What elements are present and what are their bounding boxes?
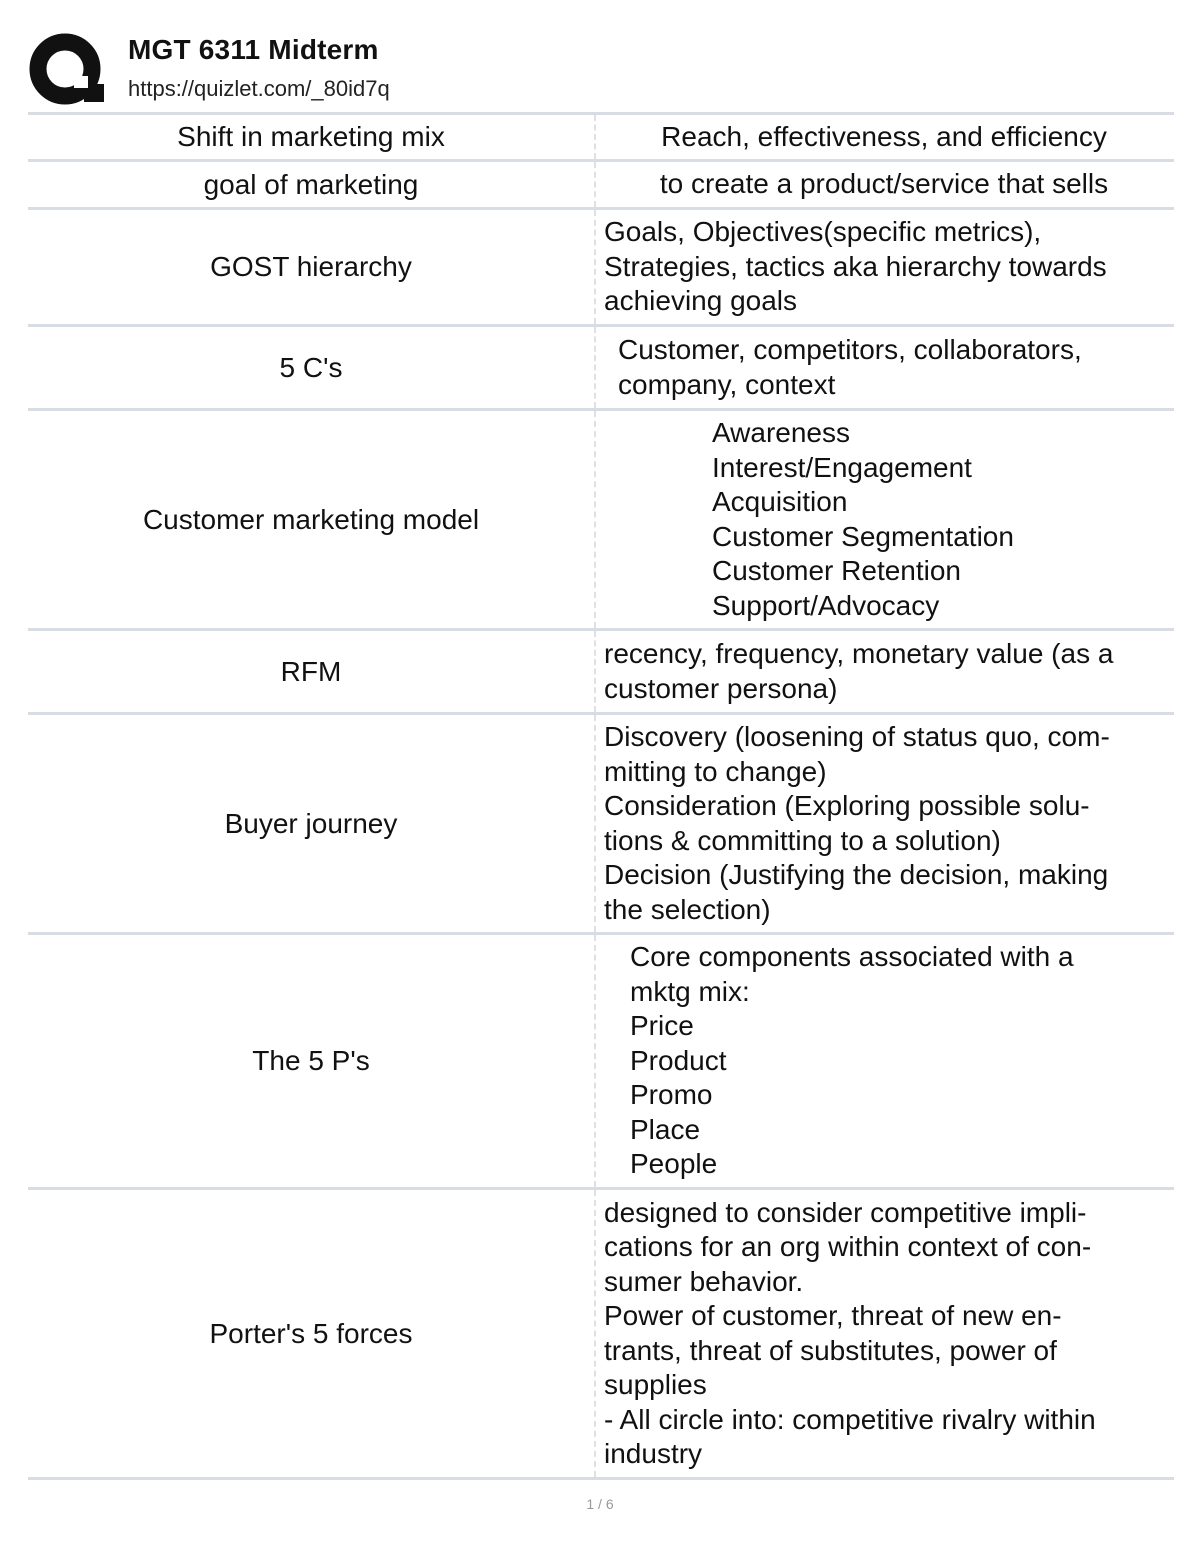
term-cell: Shift in marketing mix xyxy=(28,115,596,159)
table-row xyxy=(28,1190,1174,1480)
table-row xyxy=(28,715,1174,935)
definition-cell: recency, frequency, monetary value (as a customer persona) xyxy=(604,638,1114,704)
definition-cell: to create a product/service that sells xyxy=(659,168,1109,200)
term-cell: The 5 P's xyxy=(28,935,596,1187)
table-row xyxy=(28,210,1174,327)
definition-cell: Reach, effectiveness, and efficiency xyxy=(661,120,1107,152)
definition-cell: designed to consider competitive impli- cations for an org within context of con- sumer behavior. Power of customer, threat of new en- trants, threat of substitutes, power of supplies - All circle into: competitive rivalry within industry xyxy=(604,1196,1096,1469)
table-row xyxy=(28,631,1174,715)
definition-cell: Discovery (loosening of status quo, com- mitting to change) Consideration (Exploring possible solu- tions & committing to a solution) Decision (Justifying the decision, making the selection) xyxy=(604,721,1110,925)
term-cell: Buyer journey xyxy=(28,715,596,932)
definition-cell: Core components associated with a mktg mix: Price Product Promo Place People xyxy=(630,941,1074,1180)
table-row xyxy=(28,115,1174,162)
term-cell: RFM xyxy=(28,631,596,712)
table-row xyxy=(28,162,1174,210)
source-url[interactable]: https://quizlet.com/_80id7q xyxy=(128,76,390,101)
definition-cell: Awareness Interest/Engagement Acquisition Customer Segmentation Customer Retention Support/Advocacy xyxy=(712,417,1014,621)
page-indicator: 1 / 6 xyxy=(586,1496,614,1512)
flashcard-table xyxy=(28,112,1174,1480)
table-row xyxy=(28,935,1174,1190)
definition-cell: Goals, Objectives(specific metrics), Strategies, tactics aka hierarchy towards achieving goals xyxy=(604,216,1107,317)
table-row xyxy=(28,327,1174,411)
page-header xyxy=(28,30,1178,110)
term-cell: 5 C's xyxy=(28,327,596,408)
quizlet-q-logo-icon xyxy=(28,32,108,106)
term-cell: GOST hierarchy xyxy=(28,210,596,324)
table-row xyxy=(28,411,1174,631)
term-cell: Porter's 5 forces xyxy=(28,1190,596,1477)
page-title: MGT 6311 Midterm xyxy=(128,34,379,65)
term-cell: goal of marketing xyxy=(28,162,596,207)
definition-cell: Customer, competitors, collaborators, company, context xyxy=(618,334,1082,400)
term-cell: Customer marketing model xyxy=(28,411,596,628)
